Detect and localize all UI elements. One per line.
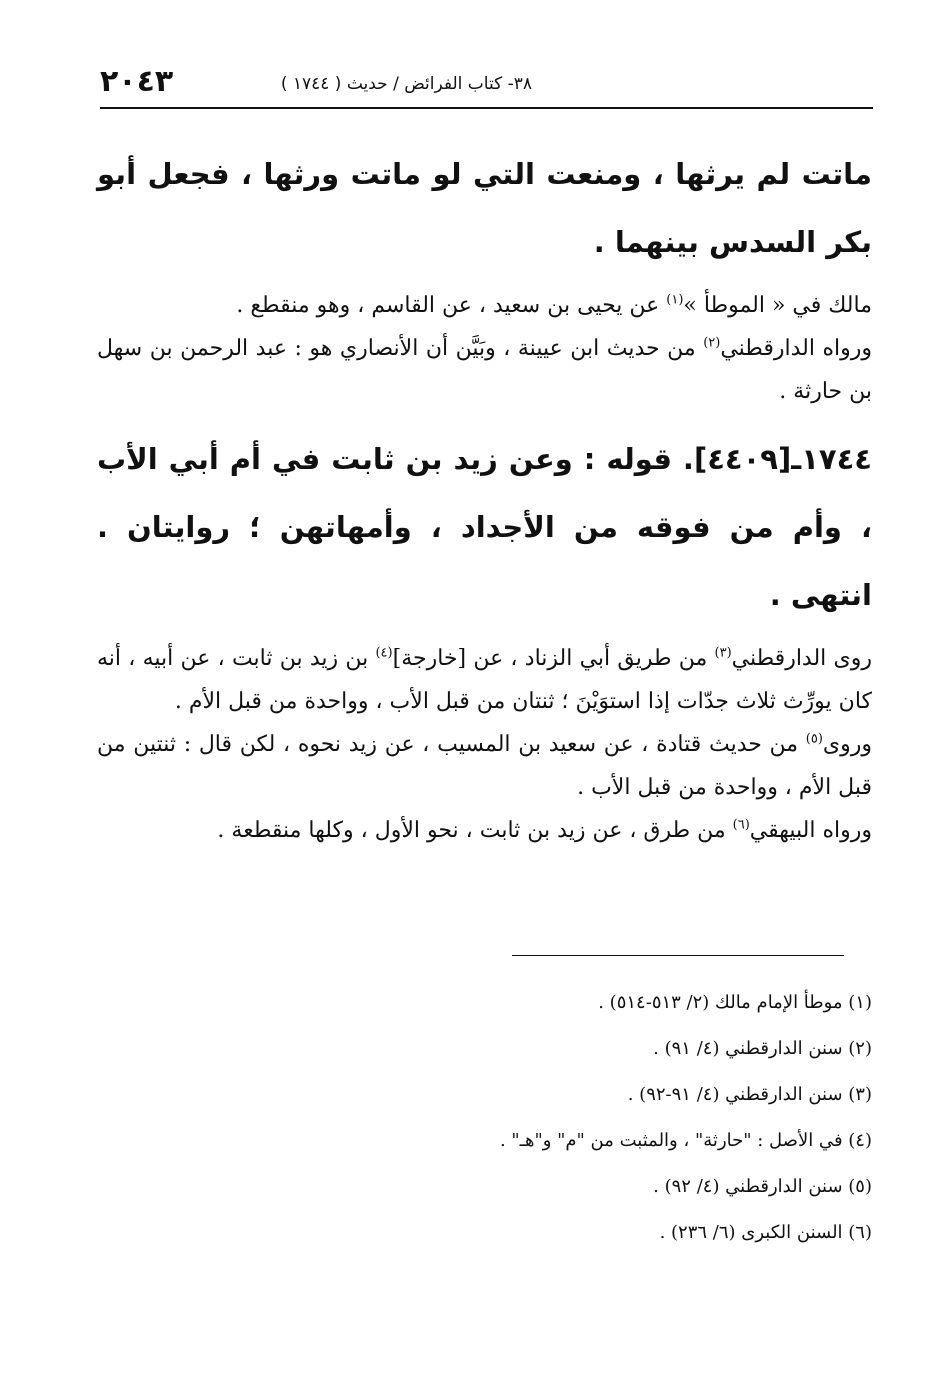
footnote-ref-2: (٢) <box>703 335 721 351</box>
text-segment: من طرق ، عن زيد بن ثابت ، نحو الأول ، وكلها منقطعة . <box>217 818 733 843</box>
footnote-separator <box>512 955 844 956</box>
commentary-paragraph-5 <box>97 809 872 852</box>
page-header <box>100 62 872 106</box>
footnote-ref-4: (٤) <box>375 645 393 661</box>
commentary-paragraph-2 <box>97 327 872 413</box>
text-segment: بن زيد بن ثابت ، عن أبيه ، أنه كان يورِّث ثلاث جدّات إذا استوَيْنَ ؛ ثنتان من قبل الأب ، وواحدة من قبل الأم . <box>97 646 872 714</box>
text-segment: روى الدارقطني <box>731 646 872 671</box>
footnote-ref-1: (١) <box>666 292 684 308</box>
footnote-3: (٣) سنن الدارقطني (٤/ ٩١-٩٢) . <box>627 1084 872 1105</box>
footnote-ref-3: (٣) <box>714 645 732 661</box>
matn-heading-1744: ١٧٤٤ـ[٤٤٠٩]. قوله : وعن زيد بن ثابت في أم أبي الأب ، وأم من فوقه من الأجداد ، وأمهاتهن ؛ روايتان . انتهى . <box>97 442 872 612</box>
matn-continuation: ماتت لم يرثها ، ومنعت التي لو ماتت ورثها ، فجعل أبو بكر السدس بينهما . <box>97 157 872 259</box>
main-text <box>97 140 872 852</box>
text-segment: من حديث ابن عيينة ، وبَيَّن أن الأنصاري هو : عبد الرحمن بن سهل بن حارثة . <box>97 336 872 404</box>
footnote-ref-6: (٦) <box>732 817 750 833</box>
text-segment: مالك في « الموطأ » <box>683 293 872 318</box>
text-segment: ورواه البيهقي <box>749 818 872 843</box>
text-segment: وروى <box>822 732 872 757</box>
text-segment: ورواه الدارقطني <box>720 336 872 361</box>
footnote-ref-5: (٥) <box>805 731 823 747</box>
footnote-2: (٢) سنن الدارقطني (٤/ ٩١) . <box>653 1038 872 1059</box>
footnote-1: (١) موطأ الإمام مالك (٢/ ٥١٣-٥١٤) . <box>598 992 872 1013</box>
page-number: ٢٠٤٣ <box>100 64 174 99</box>
footnote-6: (٦) السنن الكبرى (٦/ ٢٣٦) . <box>659 1222 872 1243</box>
running-head: ٣٨- كتاب الفرائض / حديث ( ١٧٤٤ ) <box>280 74 532 94</box>
text-segment: عن يحيى بن سعيد ، عن القاسم ، وهو منقطع . <box>236 293 667 318</box>
footnote-5: (٥) سنن الدارقطني (٤/ ٩٢) . <box>653 1176 872 1197</box>
commentary-paragraph-3 <box>97 637 872 723</box>
commentary-paragraph-4 <box>97 723 872 809</box>
footnotes <box>97 980 872 1256</box>
commentary-paragraph-1 <box>97 284 872 327</box>
text-segment: من طريق أبي الزناد ، عن [خارجة] <box>392 646 715 671</box>
header-rule <box>100 107 873 109</box>
text-segment: من حديث قتادة ، عن سعيد بن المسيب ، عن زيد نحوه ، لكن قال : ثنتين من قبل الأم ، وواحدة من قبل الأب . <box>97 732 872 800</box>
footnote-4: (٤) في الأصل : "حارثة" ، والمثبت من "م" و"هـ" . <box>499 1130 872 1151</box>
